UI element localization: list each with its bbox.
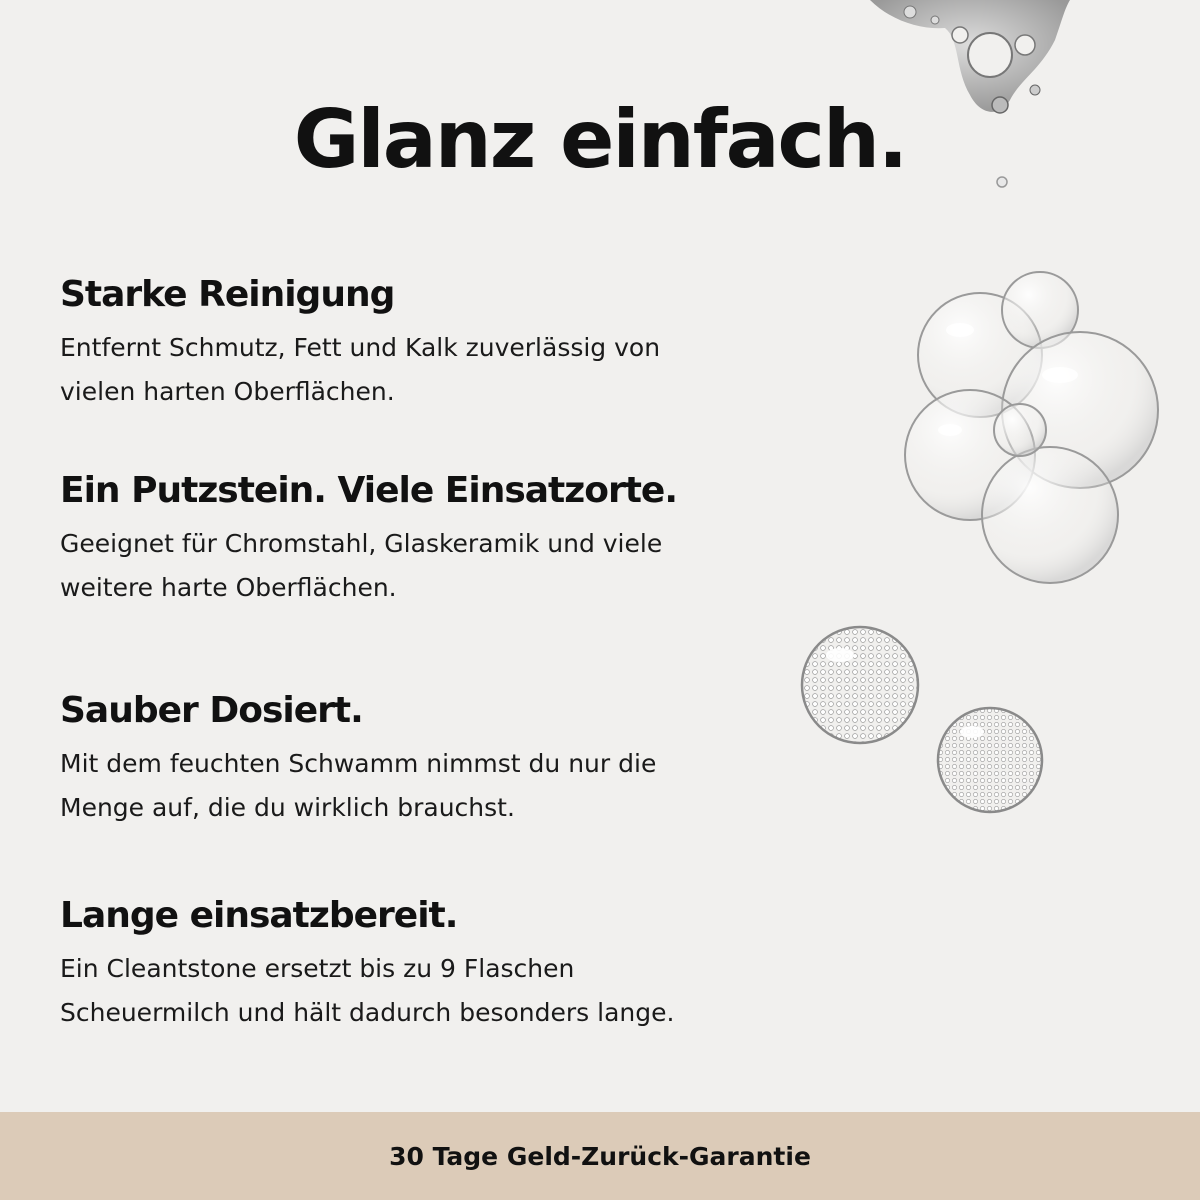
feature-description: Geeignet für Chromstahl, Glaskeramik und viele weitere harte Oberflächen. [60,529,663,602]
feature-clean-dosing [60,688,780,830]
feature-strong-cleaning [60,272,780,414]
feature-description: Entfernt Schmutz, Fett und Kalk zuverlässig von vielen harten Oberflächen. [60,333,661,406]
feature-title: Starke Reinigung [60,274,395,315]
feature-long-lasting [60,893,780,1035]
feature-description: Mit dem feuchten Schwamm nimmst du nur die Menge auf, die du wirklich brauchst. [60,749,657,822]
feature-title: Lange einsatzbereit. [60,895,458,936]
foam-bubble-image [795,620,925,750]
soap-bubble-cluster-image [880,260,1180,600]
feature-title: Sauber Dosiert. [60,690,363,731]
feature-description: Ein Cleantstone ersetzt bis zu 9 Flaschen Scheuermilch und hält dadurch besonders lange. [60,954,675,1027]
feature-title: Ein Putzstein. Viele Einsatzorte. [60,470,678,511]
feature-many-uses [60,468,780,610]
guarantee-text: 30 Tage Geld-Zurück-Garantie [389,1141,811,1171]
guarantee-banner [0,1112,1200,1200]
page-headline: Glanz einfach. [293,93,907,186]
foam-bubble-image [930,700,1050,820]
